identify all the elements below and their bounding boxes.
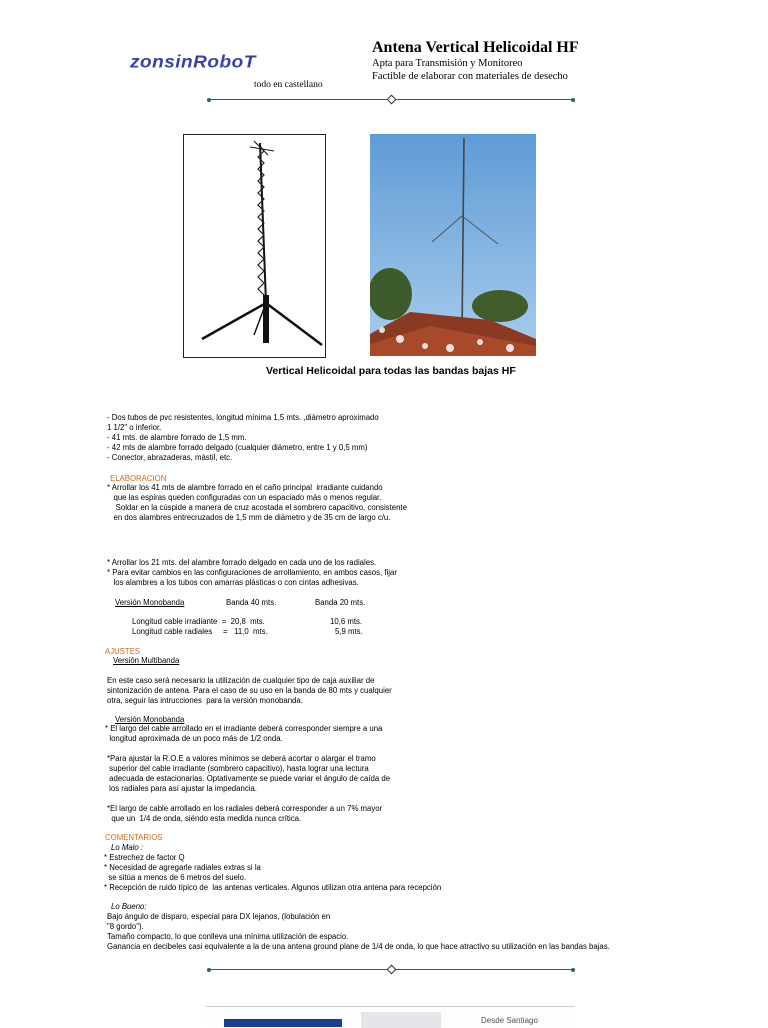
top-divider [207,99,575,100]
subtitle-2: Factible de elaborar con materiales de desecho [372,71,568,82]
ajustes-line: que un 1/4 de onda, siéndo esta medida nunca crítica. [107,814,302,823]
elaboracion-line: * Arrollar los 41 mts de alambre forrado en el caño principal irradiante cuidando [107,483,383,492]
ajustes-line: sintonización de antena. Para el caso de su uso en la banda de 80 mts y cualquier [107,686,392,695]
ajustes-line: superior del cable irradiante (sombrero capacitivo), hasta lograr una lectura [107,764,369,773]
image-caption: Vertical Helicoidal para todas las bandas bajas HF [266,365,516,377]
version-monobanda-label: Versión Monobanda [115,598,185,607]
comentario-line: * Estrechez de factor Q [104,853,185,862]
radiales-row: Longitud cable radiales = 11,0 mts. [132,627,268,636]
ajustes-line: adecuada de estacionarias. Optativamente se puede variar el ángulo de caída de [107,774,391,783]
band-20-header: Banda 20 mts. [315,598,366,607]
radiales-line: * Para evitar cambios en las configuraciones de arrollamiento, en ambos casos, fijar [107,568,397,577]
materials-line: - Conector, abrazaderas, mástil, etc. [107,453,233,462]
bottom-banner[interactable] [206,1006,575,1025]
radiales-line: los alambres a los tubos con amarras plásticas o con cintas adhesivas. [107,578,359,587]
radiales-b20: 5,9 mts. [335,627,363,636]
section-heading-elaboracion: ELABORACION [110,474,167,483]
comentario-line: * Recepción de ruido típico de las antenas verticales. Algunos utilizan otra antena para recepción [104,883,442,892]
materials-line: - Dos tubos de pvc resistentes, longitud mínima 1,5 mts. ,diámetro aproximado [107,413,379,422]
version-multibanda-label: Versión Multibanda [113,656,180,665]
comentario-line: * Necesidad de agregarle radiales extras si la [104,863,261,872]
comentario-line: Ganancia en decibeles casi equivalente a la de una antena ground plane de 1/4 de onda, lo que hace atractivo su utilización en las bandas bajas. [107,942,610,951]
radiales-line: * Arrollar los 21 mts. del alambre forrado delgado en cada uno de los radiales. [107,558,377,567]
lo-malo-label: Lo Malo : [111,843,144,852]
irradiante-b20: 10,6 mts. [330,617,363,626]
elaboracion-line: Soldar en la cúspide a manera de cruz acostada el sombrero capacitivo, consistente [107,503,407,512]
irradiante-row: Longitud cable irradiante = 20,8 mts. [132,617,265,626]
elaboracion-line: en dos alambres entrecruzados de 1,5 mm de diámetro y de 35 cm de largo c/u. [107,513,391,522]
comentario-line: se sitúa a menos de 6 metros del suelo. [104,873,247,882]
lo-bueno-label: Lo Bueno: [111,902,147,911]
ajustes-line: longitud aproximada de un poco más de 1/2 onda. [105,734,283,743]
version-monobanda-label-2: Versión Monobanda [115,715,185,724]
materials-line: - 41 mts. de alambre forrado de 1,5 mm. [107,433,247,442]
band-40-header: Banda 40 mts. [226,598,277,607]
banner-logo [224,1019,342,1027]
tagline: todo en castellano [254,80,323,90]
site-logo[interactable]: zonsinRoboT [130,53,256,72]
subtitle-1: Apta para Transmisión y Monitoreo [372,58,523,69]
section-heading-ajustes: AJUSTES [105,647,141,656]
materials-line: - 42 mts de alambre forrado delgado (cualquier diámetro, entre 1 y 0,5 mm) [107,443,368,452]
antenna-drawing-image [183,134,326,358]
comentario-line: "8 gordo"). [107,922,144,931]
banner-text: Desde Santiago [481,1016,538,1025]
ajustes-line: otra, seguir las intrucciones para la versión monobanda. [107,696,303,705]
comentario-line: Tamaño compacto, lo que conlleva una mínima utilización de espacio. [107,932,349,941]
ajustes-line: En este caso será necesario la utilización de cualquier tipo de caja auxiliar de [107,676,375,685]
elaboracion-line: que las espiras queden configuradas con un espaciado más o menos regular. [107,493,382,502]
comentario-line: Bajo ángulo de disparo, especial para DX lejanos, (lobulación en [107,912,331,921]
banner-image [361,1012,441,1028]
section-heading-comentarios: COMENTARIOS [105,833,163,842]
antenna-photo-image [370,134,536,356]
ajustes-line: *El largo de cable arrollado en los radiales deberá corresponder a un 7% mayor [107,804,383,813]
materials-line: 1 1/2" o inferior. [107,423,162,432]
page-title: Antena Vertical Helicoidal HF [372,39,579,56]
ajustes-line: *Para ajustar la R.O.E a valores mínimos se deberá acortar o alargar el tramo [107,754,376,763]
bottom-divider [207,969,575,970]
ajustes-line: los radiales para así ajustar la impedancia. [107,784,257,793]
ajustes-line: * El largo del cable arrollado en el irradiante deberá corresponder siempre a una [105,724,383,733]
